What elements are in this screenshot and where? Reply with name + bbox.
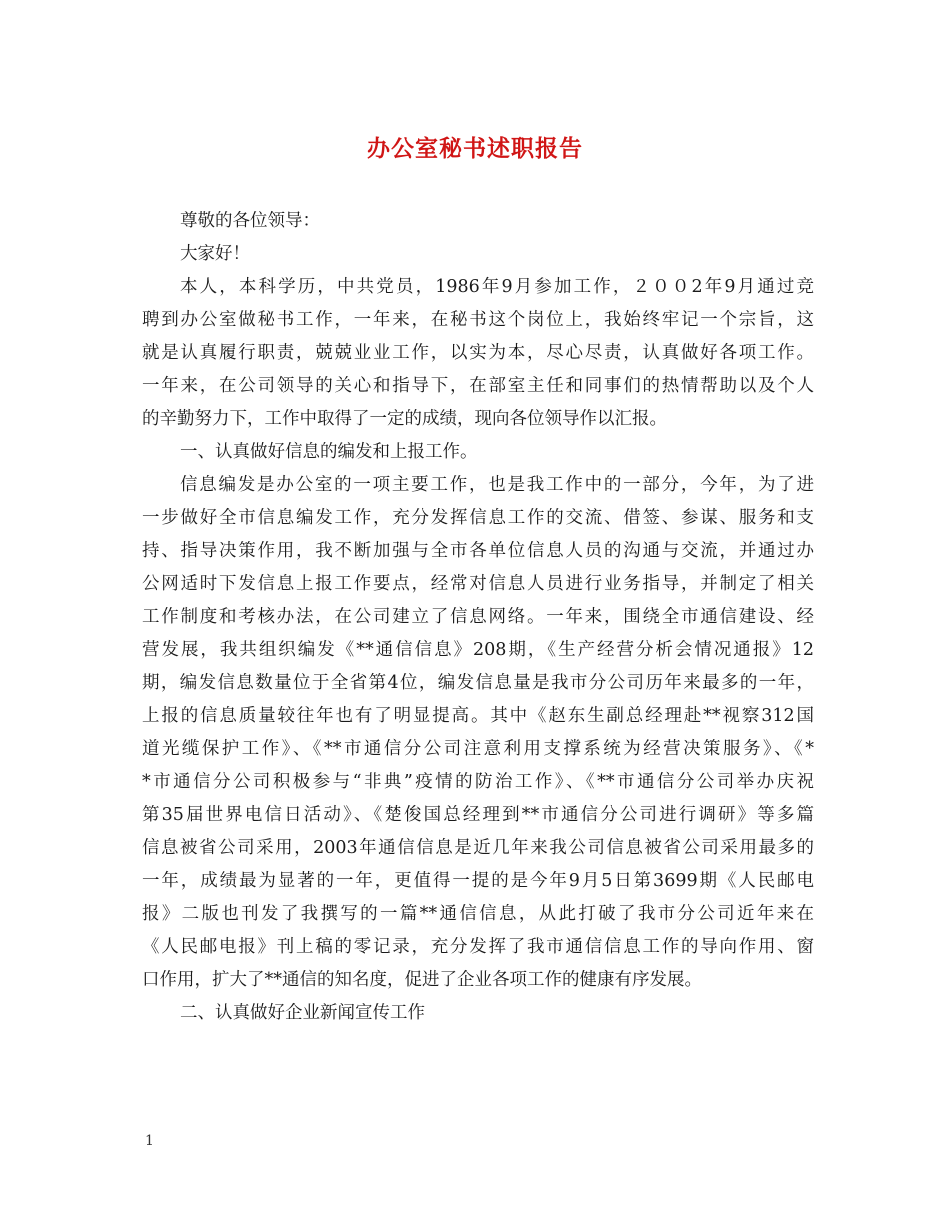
text-line: 大家好！ [180, 244, 250, 264]
text-line: 期，编发信息数量位于全省第4位，编发信息量是我市分公司历年来最多的一年， [142, 673, 814, 693]
text-line: 一年来，在公司领导的关心和指导下，在部室主任和同事们的热情帮助以及个人 [142, 376, 814, 396]
text-line: 的辛勤努力下，工作中取得了一定的成绩，现向各位领导作以汇报。 [142, 409, 667, 429]
text-line: 口作用，扩大了**通信的知名度，促进了企业各项工作的健康有序发展。 [142, 970, 702, 990]
text-line: 营发展，我共组织编发《**通信信息》208期，《生产经营分析会情况通报》12 [142, 640, 814, 660]
text-line: 公网适时下发信息上报工作要点，经常对信息人员进行业务指导，并制定了相关 [142, 574, 814, 594]
text-line: 工作制度和考核办法，在公司建立了信息网络。一年来，围绕全市通信建设、经 [142, 607, 814, 627]
text-line: 一年，成绩最为显著的一年，更值得一提的是今年9月5日第3699期《人民邮电 [142, 871, 814, 891]
text-line: 报》二版也刊发了我撰写的一篇**通信信息，从此打破了我市分公司近年来在 [142, 904, 814, 924]
text-line: 一步做好全市信息编发工作，充分发挥信息工作的交流、借签、参谋、服务和支 [142, 508, 814, 528]
page-number: 1 [145, 1133, 154, 1149]
text-line: 一、认真做好信息的编发和上报工作。 [180, 442, 478, 462]
text-line: 二、认真做好企业新闻宣传工作 [180, 1003, 425, 1023]
document-body [142, 205, 814, 1030]
text-line: 第35届世界电信日活动》、《楚俊国总经理到**市通信分公司进行调研》等多篇 [142, 805, 814, 825]
text-line: 《人民邮电报》刊上稿的零记录，充分发挥了我市通信信息工作的导向作用、窗 [142, 937, 814, 957]
text-line: 聘到办公室做秘书工作，一年来，在秘书这个岗位上，我始终牢记一个宗旨，这 [142, 310, 814, 330]
text-line: 道光缆保护工作》、《**市通信分公司注意利用支撑系统为经营决策服务》、《* [142, 739, 814, 759]
text-line: 就是认真履行职责，兢兢业业工作，以实为本，尽心尽责，认真做好各项工作。 [142, 343, 814, 363]
text-line: 持、指导决策作用，我不断加强与全市各单位信息人员的沟通与交流，并通过办 [142, 541, 814, 561]
text-line: 本人，本科学历，中共党员，1986年9月参加工作，２００2年9月通过竞 [180, 277, 814, 297]
text-line: 信息编发是办公室的一项主要工作，也是我工作中的一部分，今年，为了进 [180, 475, 814, 495]
document-title: 办公室秘书述职报告 [367, 135, 583, 162]
text-line: 尊敬的各位领导： [180, 211, 320, 231]
text-line: 信息被省公司采用，2003年通信信息是近几年来我公司信息被省公司采用最多的 [142, 838, 814, 858]
text-line: *市通信分公司积极参与“非典”疫情的防治工作》、《**市通信分公司举办庆祝 [142, 772, 814, 792]
text-line: 上报的信息质量较往年也有了明显提高。其中《赵东生副总经理赴**视察312国 [142, 706, 814, 726]
